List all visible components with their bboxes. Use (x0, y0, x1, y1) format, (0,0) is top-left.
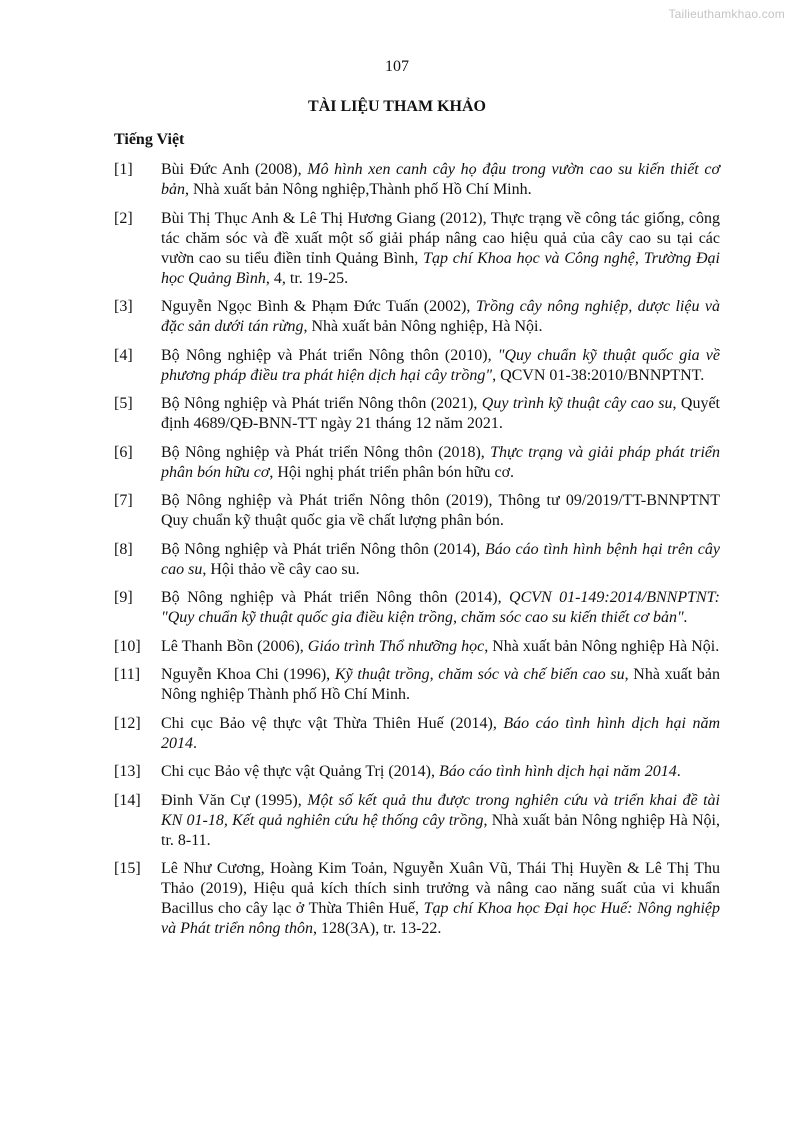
reference-item (114, 160, 720, 200)
reference-text (161, 394, 720, 434)
reference-italic-segment: Quy trình kỹ thuật cây cao su (481, 395, 673, 412)
reference-item (114, 762, 720, 782)
reference-text (161, 637, 720, 657)
reference-segment: , Nhà xuất bản Nông nghiệp Hà Nội. (484, 637, 720, 655)
reference-italic-segment: Một số kết quả thu được trong nghiên cứu và triển khai đề tài KN 01-18, Kết quả nghiên cứu hệ thống cây trồng (161, 791, 720, 829)
reference-number: [14] (114, 791, 141, 809)
reference-italic-segment: "Quy chuẩn kỹ thuật quốc gia về phương pháp điều tra phát hiện dịch hại cây trồng" (161, 346, 721, 384)
reference-italic-segment: Mô hình xen canh cây họ đậu trong vườn cao su kiến thiết cơ bản (161, 161, 720, 198)
reference-number: [7] (114, 492, 133, 509)
reference-number: [8] (114, 540, 133, 558)
reference-number: [15] (114, 860, 141, 877)
reference-segment: , Nhà xuất bản Nông nghiệp Hà Nội, tr. 8-11. (161, 811, 720, 849)
reference-text (161, 346, 720, 386)
reference-number: [1] (114, 161, 133, 178)
reference-segment: Đinh Văn Cự (1995), (161, 791, 308, 809)
reference-item (114, 791, 720, 851)
reference-segment: , Nhà xuất bản Nông nghiệp,Thành phố Hồ Chí Minh. (185, 181, 532, 198)
watermark: Tailieuthamkhao.com (668, 7, 785, 21)
reference-italic-segment: Giáo trình Thổ nhưỡng học (307, 637, 485, 655)
reference-list (114, 160, 720, 948)
reference-number: [12] (114, 714, 141, 732)
reference-segment: , Quyết định 4689/QĐ-BNN-TT ngày 21 tháng 12 năm 2021. (161, 395, 720, 432)
reference-segment: , Nhà xuất bản Nông nghiệp Thành phố Hồ Chí Minh. (161, 666, 720, 703)
reference-italic-segment: Báo cáo tình hình bệnh hại trên cây cao su (161, 540, 721, 578)
reference-segment: , Hội nghị phát triển phân bón hữu cơ. (269, 463, 515, 481)
reference-segment: Chi cục Bảo vệ thực vật Thừa Thiên Huế (2014), (161, 714, 504, 732)
reference-segment: . (676, 763, 681, 780)
reference-item (114, 209, 720, 289)
reference-text (161, 714, 720, 754)
reference-italic-segment: Trồng cây nông nghiệp, dược liệu và đặc sản dưới tán rừng (161, 298, 721, 335)
reference-segment: , QCVN 01-38:2010/BNNPTNT. (492, 366, 705, 384)
reference-text (161, 297, 720, 337)
reference-italic-segment: QCVN 01-149:2014/BNNPTNT: "Quy chuẩn kỹ thuật quốc gia điều kiện trồng, chăm sóc cao su kiến thiết cơ bản". (161, 589, 721, 626)
reference-text (161, 443, 720, 483)
reference-segment: Bộ Nông nghiệp và Phát triển Nông thôn (2010), (161, 346, 498, 364)
reference-item (114, 588, 720, 628)
reference-text (161, 540, 720, 580)
reference-segment: Bộ Nông nghiệp và Phát triển Nông thôn (2021), (161, 395, 482, 412)
reference-text (161, 491, 720, 531)
reference-segment: Bùi Thị Thục Anh & Lê Thị Hương Giang (2012), Thực trạng về công tác giống, công tác chăm sóc và đề xuất một số giải pháp nâng cao hiệu quả của cây cao su tại các vườn cao su tiểu điền tỉnh Quảng Bình, (161, 209, 720, 267)
reference-text (161, 791, 720, 851)
reference-number: [3] (114, 298, 133, 315)
reference-item (114, 540, 720, 580)
reference-italic-segment: Báo cáo tình hình dịch hại năm 2014 (161, 714, 720, 752)
reference-number: [2] (114, 209, 133, 227)
reference-text (161, 209, 720, 289)
reference-text (161, 160, 720, 200)
reference-segment: Bùi Đức Anh (2008), (161, 161, 308, 178)
reference-segment: Lê Thanh Bồn (2006), (161, 637, 308, 655)
reference-number: [13] (114, 763, 141, 780)
page-number: 107 (385, 58, 409, 75)
reference-segment: , 128(3A), tr. 13-22. (312, 920, 442, 937)
reference-item (114, 297, 720, 337)
reference-segment: Bộ Nông nghiệp và Phát triển Nông thôn (2018), (161, 443, 491, 461)
reference-text (161, 762, 720, 782)
reference-item (114, 665, 720, 705)
reference-number: [6] (114, 443, 133, 461)
reference-text (161, 859, 720, 939)
reference-segment: Bộ Nông nghiệp và Phát triển Nông thôn (2019), Thông tư 09/2019/TT-BNNPTNT Quy chuẩn kỹ thuật quốc gia về chất lượng phân bón. (161, 492, 720, 529)
reference-italic-segment: Tạp chí Khoa học và Công nghệ, Trường Đại học Quảng Bình (161, 249, 720, 287)
reference-segment: Bộ Nông nghiệp và Phát triển Nông thôn (2014), (161, 540, 486, 558)
reference-segment: , Nhà xuất bản Nông nghiệp, Hà Nội. (303, 318, 543, 335)
reference-italic-segment: Tạp chí Khoa học Đại học Huế: Nông nghiệp và Phát triển nông thôn (161, 900, 720, 937)
reference-item (114, 637, 720, 657)
reference-segment: , 4, tr. 19-25. (265, 269, 349, 287)
reference-item (114, 394, 720, 434)
reference-item (114, 346, 720, 386)
reference-segment: Chi cục Bảo vệ thực vật Quảng Trị (2014), (161, 763, 439, 780)
reference-item (114, 443, 720, 483)
reference-number: [9] (114, 589, 133, 606)
reference-text (161, 588, 720, 628)
reference-item (114, 491, 720, 531)
reference-italic-segment: Thực trạng và giải pháp phát triển phân bón hữu cơ (161, 443, 721, 481)
reference-text (161, 665, 720, 705)
reference-italic-segment: Kỹ thuật trồng, chăm sóc và chế biến cao su (334, 666, 625, 683)
reference-number: [10] (114, 637, 141, 655)
reference-number: [11] (114, 666, 141, 683)
section-heading: Tiếng Việt (114, 131, 185, 148)
reference-segment: Bộ Nông nghiệp và Phát triển Nông thôn (2014), (161, 589, 510, 606)
reference-segment: Lê Như Cương, Hoàng Kim Toản, Nguyễn Xuân Vũ, Thái Thị Huyền & Lê Thị Thu Thảo (2019), Hiệu quả kích thích sinh trưởng và nâng cao năng suất của vi khuẩn Bacillus cho cây lạc ở Thừa Thiên Huế, (161, 860, 720, 917)
reference-italic-segment: Báo cáo tình hình dịch hại năm 2014 (438, 763, 677, 780)
reference-item (114, 714, 720, 754)
reference-segment: . (193, 734, 197, 752)
reference-segment: , Hội thảo về cây cao su. (202, 560, 360, 578)
reference-number: [4] (114, 346, 133, 364)
reference-item (114, 859, 720, 939)
page-title: TÀI LIỆU THAM KHẢO (308, 98, 486, 115)
reference-segment: Nguyễn Khoa Chi (1996), (161, 666, 335, 683)
reference-number: [5] (114, 395, 133, 412)
reference-segment: Nguyễn Ngọc Bình & Phạm Đức Tuấn (2002), (161, 298, 476, 315)
